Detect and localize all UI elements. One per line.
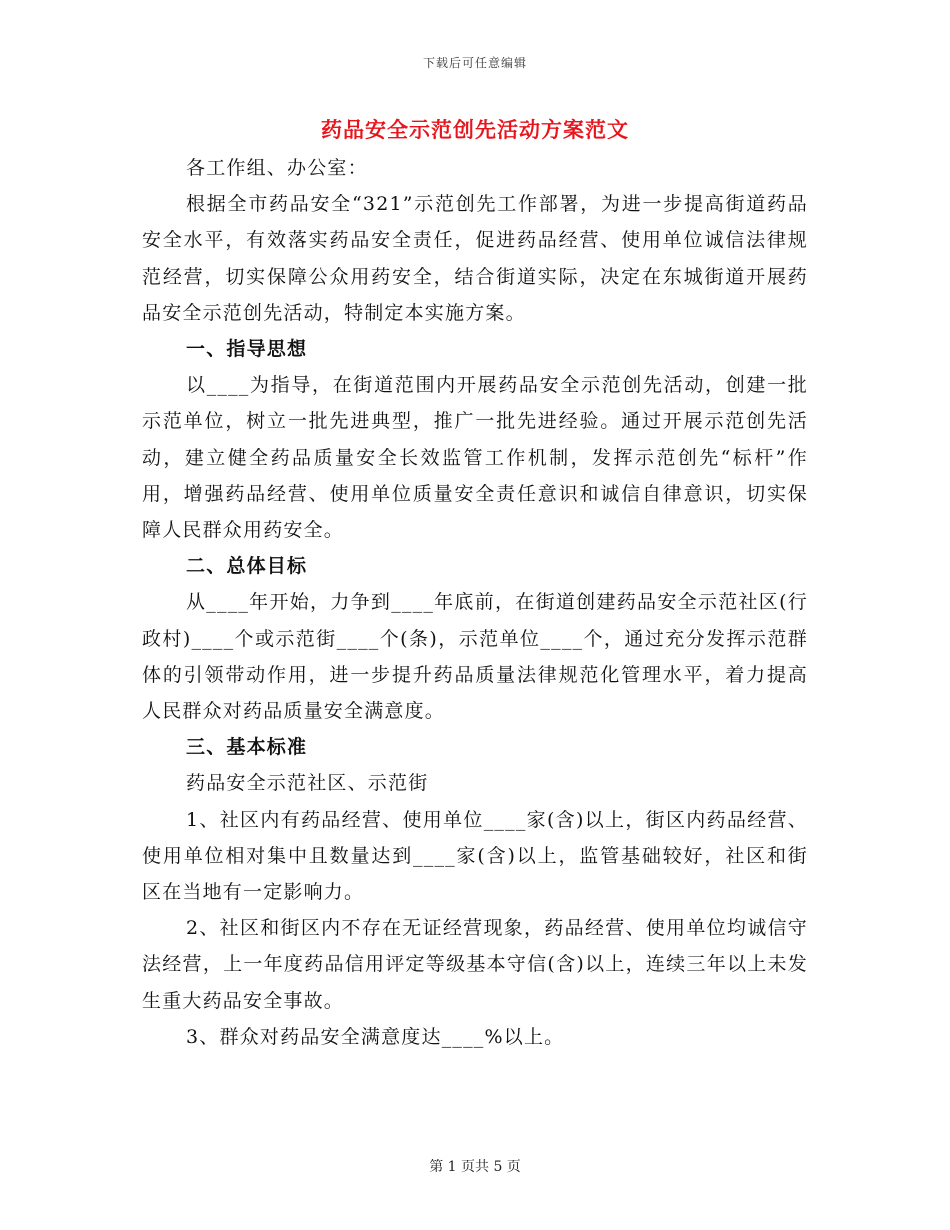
page-footer: 第 1 页共 5 页 [429,1159,521,1175]
document-body [142,112,808,1055]
section-heading-basic-standards: 三、基本标准 [186,736,308,759]
paragraph-intro: 根据全市药品安全“321”示范创先工作部署，为进一步提高街道药品安全水平，有效落实药品安全责任，促进药品经营、使用单位诚信法律规范经营，切实保障公众用药安全，结合街道实际，决定在东城街道开展药品安全示范创先活动，特制定本实施方案。 [142,193,808,324]
page-header: 下载后可任意编辑 [422,56,527,70]
section-heading-guiding-ideology: 一、指导思想 [186,338,308,361]
salutation: 各工作组、办公室： [186,157,368,179]
paragraph-overall-goal: 从____年开始，力争到____年底前，在街道创建药品安全示范社区(行政村)____个或示范街____个(条)，示范单位____个，通过充分发挥示范群体的引领带动作用，进一步提升药品质量法律规范化管理水平，着力提高人民群众对药品质量安全满意度。 [142,591,808,723]
paragraph-standard-3: 3、群众对药品安全满意度达____%以上。 [186,1025,565,1048]
paragraph-standard-2: 2、社区和街区内不存在无证经营现象，药品经营、使用单位均诚信守法经营，上一年度药品信用评定等级基本守信(含)以上，连续三年以上未发生重大药品安全事故。 [142,917,808,1012]
paragraph-guiding-ideology: 以____为指导，在街道范围内开展药品安全示范创先活动，创建一批示范单位，树立一批先进典型，推广一批先进经验。通过开展示范创先活动，建立健全药品质量安全长效监管工作机制，发挥示范创先“标杆”作用，增强药品经营、使用单位质量安全责任意识和诚信自律意识，切实保障人民群众用药安全。 [142,374,808,542]
section-heading-overall-goal: 二、总体目标 [186,555,308,578]
paragraph-standard-1: 1、社区内有药品经营、使用单位____家(含)以上，街区内药品经营、使用单位相对集中且数量达到____家(含)以上，监管基础较好，社区和街区在当地有一定影响力。 [142,808,808,904]
document-title: 药品安全示范创先活动方案范文 [321,117,629,142]
paragraph-standards-subtitle: 药品安全示范社区、示范街 [186,772,429,795]
